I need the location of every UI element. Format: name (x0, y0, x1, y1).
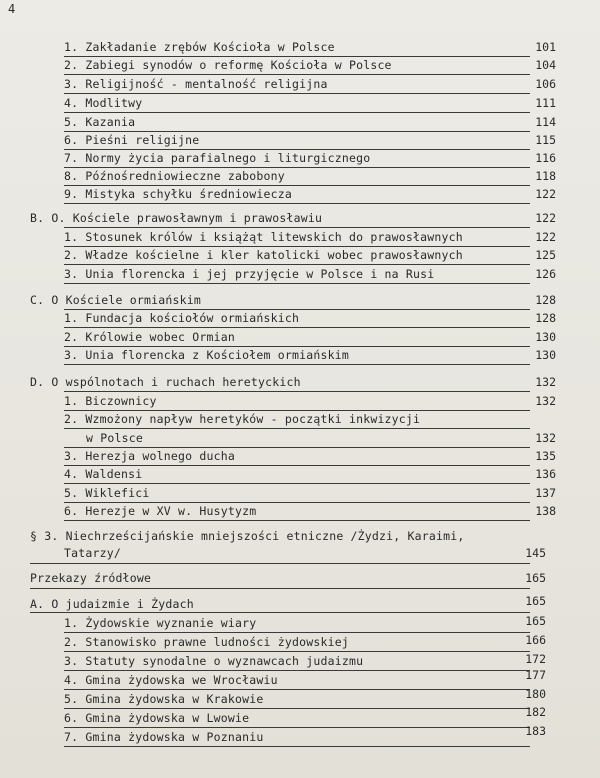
toc-page: 132 (535, 375, 556, 389)
underline (64, 346, 530, 347)
underline (64, 112, 530, 113)
toc-entry[interactable]: 2. Stanowisko prawne ludności żydowskiej (64, 635, 349, 649)
toc-entry[interactable]: 3. Statuty synodalne o wyznawcach judaizmu (64, 654, 364, 668)
toc-part-heading[interactable]: Przekazy źródłowe (30, 571, 152, 585)
toc-page: 132 (535, 431, 556, 445)
toc-entry[interactable]: 7. Gmina żydowska w Poznaniu (64, 730, 264, 744)
underline (64, 632, 530, 633)
toc-page: 130 (535, 348, 556, 362)
underline (30, 612, 530, 613)
underline (64, 502, 530, 503)
underline (30, 588, 530, 589)
underline (64, 131, 530, 132)
toc-page: 122 (535, 230, 556, 244)
underline (64, 465, 530, 466)
toc-section-heading[interactable]: A. O judaizmie i Żydach (30, 597, 194, 611)
toc-page: 165 (525, 571, 546, 585)
underline (64, 483, 530, 484)
underline (64, 746, 530, 747)
toc-entry[interactable]: 8. Późnośredniowieczne zabobony (64, 169, 285, 183)
toc-entry[interactable]: 1. Biczownicy (64, 394, 157, 408)
underline (64, 283, 530, 284)
underline (64, 520, 530, 521)
toc-page: 130 (535, 330, 556, 344)
underline (64, 327, 530, 328)
toc-entry[interactable]: 1. Fundacja kościołów ormiańskich (64, 311, 300, 325)
underline (64, 203, 530, 204)
toc-page: 128 (535, 311, 556, 325)
toc-page: 115 (535, 133, 556, 147)
underline (64, 670, 530, 671)
underline (64, 391, 530, 392)
toc-section-heading[interactable]: D. O wspólnotach i ruchach heretyckich (30, 375, 301, 389)
underline (64, 56, 530, 57)
toc-entry[interactable]: 6. Herezje w XV w. Husytyzm (64, 504, 257, 518)
toc-page: 111 (535, 96, 556, 110)
toc-page: 104 (535, 58, 556, 72)
toc-entry-continuation[interactable]: Tatarzy/ (64, 546, 121, 560)
toc-page: 135 (535, 449, 556, 463)
toc-entry[interactable]: 4. Modlitwy (64, 96, 143, 110)
toc-entry[interactable]: 3. Unia florencka i jej przyjęcie w Polsce i na Rusi (64, 267, 435, 281)
toc-page: 172 (525, 652, 546, 666)
underline (64, 74, 530, 75)
page-number: 4 (8, 2, 16, 16)
toc-entry[interactable]: 2. Władze kościelne i kler katolicki wobec prawosławnych (64, 248, 463, 262)
underline (64, 246, 530, 247)
toc-page: 122 (535, 187, 556, 201)
toc-entry[interactable]: 3. Unia florencka z Kościołem ormiańskim (64, 348, 349, 362)
toc-entry[interactable]: 1. Zakładanie zrębów Kościoła w Polsce (64, 40, 335, 54)
toc-entry[interactable]: 5. Gmina żydowska w Krakowie (64, 692, 264, 706)
toc-page: 126 (535, 267, 556, 281)
underline (64, 727, 530, 728)
underline (64, 309, 530, 310)
toc-page: 125 (535, 248, 556, 262)
toc-entry[interactable]: 5. Kazania (64, 115, 136, 129)
toc-page: 116 (535, 151, 556, 165)
toc-entry[interactable]: 6. Pieśni religijne (64, 133, 200, 147)
underline (64, 149, 530, 150)
underline (64, 708, 530, 709)
toc-page: 166 (525, 633, 546, 647)
underline (64, 651, 530, 652)
toc-entry[interactable]: 7. Normy życia parafialnego i liturgicznego (64, 151, 371, 165)
toc-entry[interactable]: 1. Stosunek królów i książąt litewskich do prawosławnych (64, 230, 463, 244)
underline (64, 185, 530, 186)
toc-page: 118 (535, 169, 556, 183)
toc-entry[interactable]: 2. Wzmożony napływ heretyków - początki inkwizycji (64, 412, 421, 426)
toc-entry[interactable]: 2. Zabiegi synodów o reformę Kościoła w Polsce (64, 58, 392, 72)
toc-section-heading[interactable]: B. O. Kościele prawosławnym i prawosławiu (30, 211, 323, 225)
underline (64, 428, 530, 429)
toc-page: 137 (535, 486, 556, 500)
underline (64, 264, 530, 265)
underline (64, 93, 530, 94)
toc-page: 177 (525, 668, 546, 682)
toc-page: 136 (535, 467, 556, 481)
toc-entry[interactable]: 6. Gmina żydowska w Lwowie (64, 711, 250, 725)
toc-entry[interactable]: 3. Religijność - mentalność religijna (64, 77, 328, 91)
toc-entry[interactable]: 1. Żydowskie wyznanie wiary (64, 616, 257, 630)
toc-page: 165 (525, 614, 546, 628)
toc-page: 182 (525, 705, 546, 719)
toc-entry[interactable]: 4. Waldensi (64, 467, 143, 481)
toc-section-heading[interactable]: § 3. Niechrześcijańskie mniejszości etniczne /Żydzi, Karaimi, (30, 529, 465, 543)
toc-entry[interactable]: 9. Mistyka schyłku średniowiecza (64, 187, 292, 201)
toc-entry[interactable]: 5. Wiklefici (64, 486, 150, 500)
underline (64, 167, 530, 168)
toc-entry[interactable]: 4. Gmina żydowska we Wrocławiu (64, 673, 278, 687)
underline (64, 447, 530, 448)
toc-page: 114 (535, 115, 556, 129)
toc-page: 128 (535, 293, 556, 307)
underline (64, 227, 530, 228)
underline (64, 689, 530, 690)
toc-entry[interactable]: 3. Herezja wolnego ducha (64, 449, 235, 463)
underline (30, 563, 530, 564)
toc-page: 122 (535, 211, 556, 225)
toc-page: 106 (535, 77, 556, 91)
toc-page: 145 (525, 546, 546, 560)
underline (64, 410, 530, 411)
toc-section-heading[interactable]: C. O Kościele ormiańskim (30, 293, 201, 307)
toc-page: 132 (535, 394, 556, 408)
underline (64, 364, 530, 365)
toc-page: 101 (535, 40, 556, 54)
toc-page: 138 (535, 504, 556, 518)
toc-entry[interactable]: 2. Królowie wobec Ormian (64, 330, 235, 344)
toc-page: 165 (525, 594, 546, 608)
toc-page: 183 (525, 724, 546, 738)
toc-entry-continuation[interactable]: w Polsce (86, 431, 143, 445)
toc-page: 180 (525, 687, 546, 701)
